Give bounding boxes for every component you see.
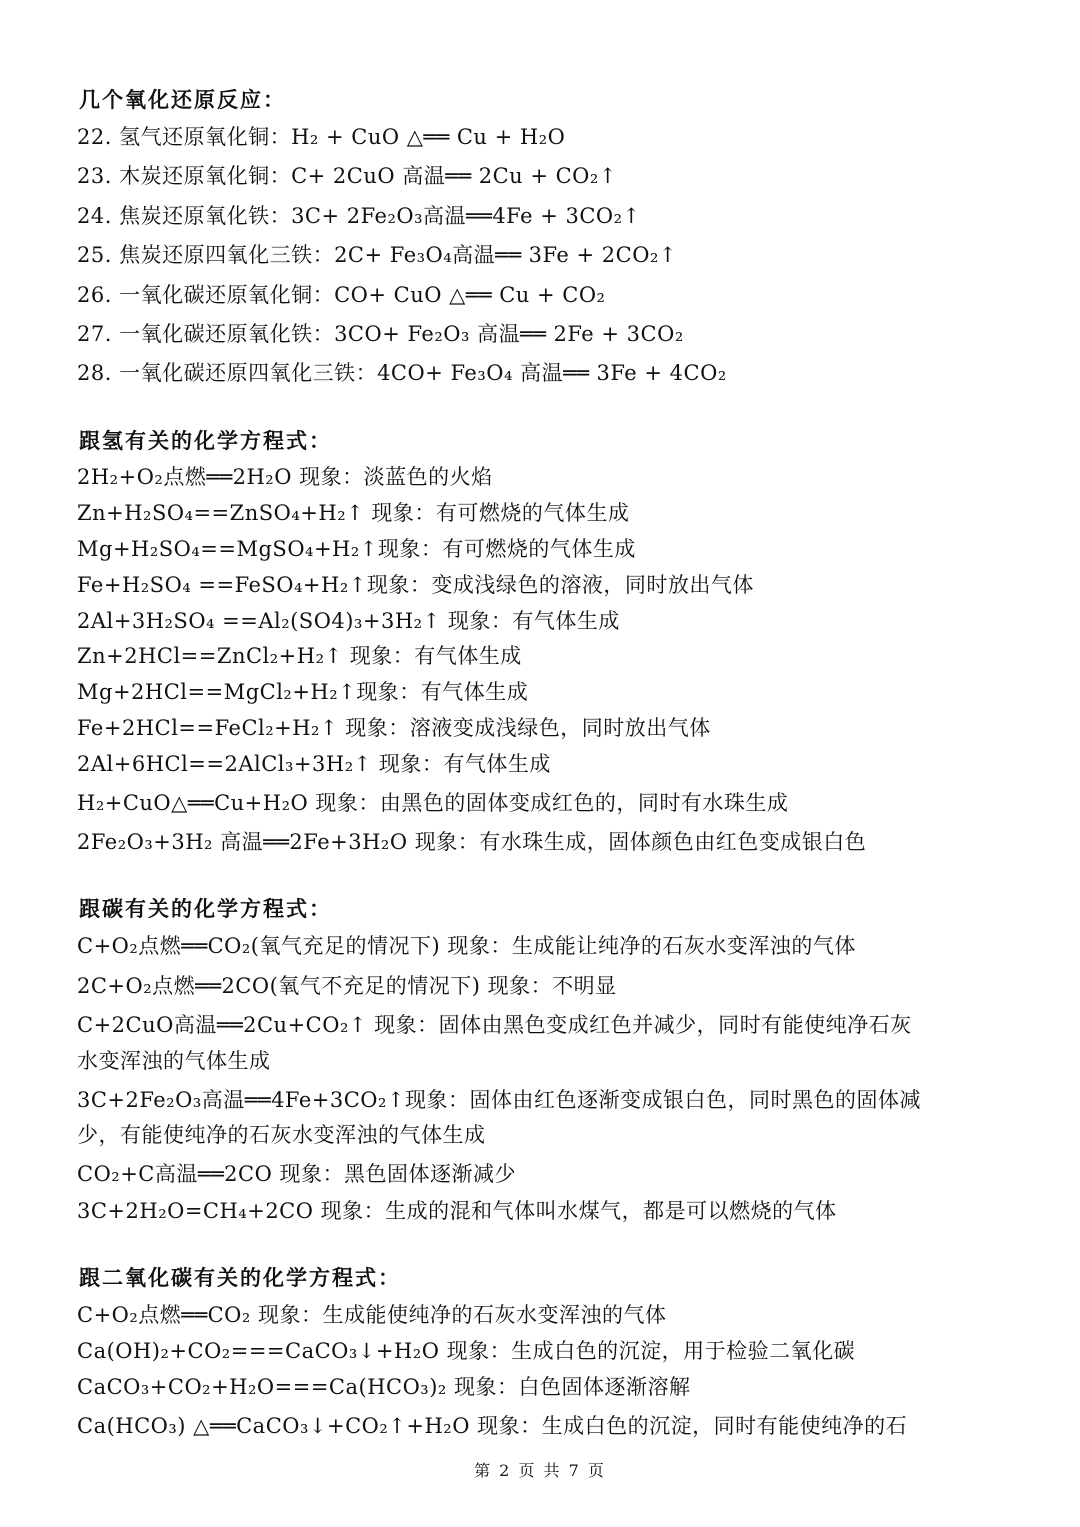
equation-line: C+O₂点燃══CO₂(氧气充足的情况下) 现象：生成能让纯净的石灰水变浑浊的气体: [77, 934, 856, 958]
equation-line: 28. 一氧化碳还原四氧化三铁：4CO+ Fe₃O₄ 高温══ 3Fe + 4CO₂: [77, 361, 727, 385]
page-number-footer: 第 2 页 共 7 页: [474, 1461, 606, 1480]
equation-line: 3C+2Fe₂O₃高温══4Fe+3CO₂↑现象：固体由红色逐渐变成银白色，同时黑色的固体减: [77, 1088, 922, 1112]
equation-line: C+2CuO高温══2Cu+CO₂↑ 现象：固体由黑色变成红色并减少，同时有能使纯净石灰: [77, 1013, 912, 1037]
equation-line: Mg+2HCl==MgCl₂+H₂↑现象：有气体生成: [77, 680, 529, 704]
equation-line: 27. 一氧化碳还原氧化铁：3CO+ Fe₂O₃ 高温══ 2Fe + 3CO₂: [77, 322, 684, 346]
equation-line: Ca(OH)₂+CO₂===CaCO₃↓+H₂O 现象：生成白色的沉淀，用于检验二氧化碳: [77, 1339, 856, 1363]
equation-line: Fe+2HCl==FeCl₂+H₂↑ 现象：溶液变成浅绿色，同时放出气体: [77, 716, 711, 740]
section-heading-co2: 跟二氧化碳有关的化学方程式：: [79, 1265, 401, 1290]
equation-line: 25. 焦炭还原四氧化三铁：2C+ Fe₃O₄高温══ 3Fe + 2CO₂↑: [77, 243, 677, 267]
equation-line: 2Al+6HCl==2AlCl₃+3H₂↑ 现象：有气体生成: [77, 752, 551, 776]
equation-line: Mg+H₂SO₄==MgSO₄+H₂↑现象：有可燃烧的气体生成: [77, 537, 636, 561]
equation-line: C+O₂点燃══CO₂ 现象：生成能使纯净的石灰水变浑浊的气体: [77, 1303, 667, 1327]
equation-line: Ca(HCO₃) △══CaCO₃↓+CO₂↑+H₂O 现象：生成白色的沉淀，同时有能使纯净的石: [77, 1414, 908, 1438]
equation-line: 少，有能使纯净的石灰水变浑浊的气体生成: [77, 1123, 486, 1147]
equation-line: H₂+CuO△══Cu+H₂O 现象：由黑色的固体变成红色的，同时有水珠生成: [77, 791, 789, 815]
equation-line: 26. 一氧化碳还原氧化铜：CO+ CuO △══ Cu + CO₂: [77, 283, 606, 307]
equation-line: CO₂+C高温══2CO 现象：黑色固体逐渐减少: [77, 1162, 516, 1186]
section-heading-carbon: 跟碳有关的化学方程式：: [79, 896, 332, 921]
equation-line: 水变浑浊的气体生成: [77, 1049, 271, 1073]
section-heading-hydrogen: 跟氢有关的化学方程式：: [79, 428, 332, 453]
equation-line: 2Fe₂O₃+3H₂ 高温══2Fe+3H₂O 现象：有水珠生成，固体颜色由红色变成银白色: [77, 830, 867, 854]
equation-line: 22. 氢气还原氧化铜：H₂ + CuO △══ Cu + H₂O: [77, 125, 566, 149]
section-heading-redox: 几个氧化还原反应：: [79, 87, 286, 112]
equation-line: 24. 焦炭还原氧化铁：3C+ 2Fe₂O₃高温══4Fe + 3CO₂↑: [77, 204, 641, 228]
equation-line: Fe+H₂SO₄ ==FeSO₄+H₂↑现象：变成浅绿色的溶液，同时放出气体: [77, 573, 754, 597]
equation-line: CaCO₃+CO₂+H₂O===Ca(HCO₃)₂ 现象：白色固体逐渐溶解: [77, 1375, 691, 1399]
equation-line: Zn+H₂SO₄==ZnSO₄+H₂↑ 现象：有可燃烧的气体生成: [77, 501, 630, 525]
equation-line: 23. 木炭还原氧化铜：C+ 2CuO 高温══ 2Cu + CO₂↑: [77, 164, 617, 188]
equation-line: 3C+2H₂O=CH₄+2CO 现象：生成的混和气体叫水煤气，都是可以燃烧的气体: [77, 1199, 837, 1223]
equation-line: 2C+O₂点燃══2CO(氧气不充足的情况下) 现象：不明显: [77, 974, 617, 998]
equation-line: 2H₂+O₂点燃══2H₂O 现象：淡蓝色的火焰: [77, 465, 493, 489]
equation-line: 2Al+3H₂SO₄ ==Al₂(SO4)₃+3H₂↑ 现象：有气体生成: [77, 609, 620, 633]
equation-line: Zn+2HCl==ZnCl₂+H₂↑ 现象：有气体生成: [77, 644, 522, 668]
